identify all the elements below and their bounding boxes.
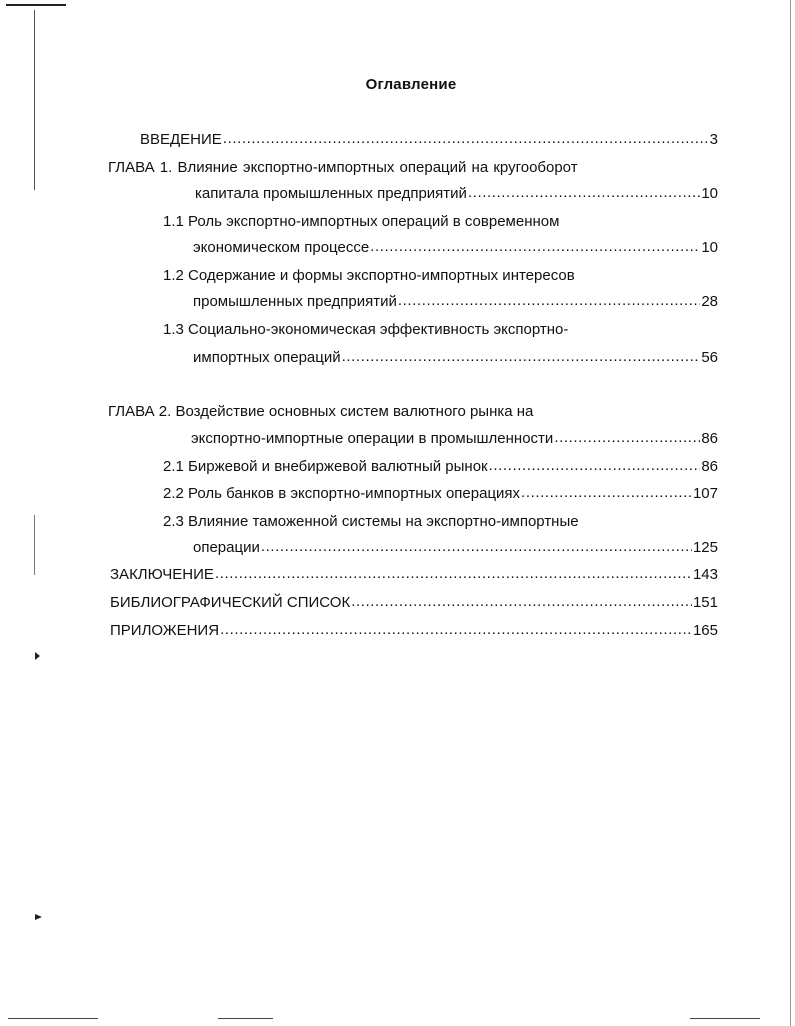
toc-label: 2.1 Биржевой и внебиржевой валютный рынок bbox=[163, 458, 488, 475]
toc-page-number: 86 bbox=[701, 430, 718, 447]
toc-entry-introduction bbox=[140, 131, 718, 151]
scan-edge-right bbox=[790, 0, 791, 1026]
toc-label: ПРИЛОЖЕНИЯ bbox=[110, 622, 220, 639]
toc-leader bbox=[351, 593, 692, 610]
toc-page-number: 143 bbox=[692, 566, 718, 583]
scan-mark-left-bottom bbox=[35, 914, 42, 920]
toc-label: экономическом процессе bbox=[193, 239, 370, 256]
toc-entry-section-2-1 bbox=[163, 458, 718, 478]
toc-section-1-2-line1: 1.2 Содержание и формы экспортно-импортных интересов bbox=[163, 267, 575, 284]
toc-chapter-1-heading: ГЛАВА 1. Влияние экспортно-импортных операций на кругооборот bbox=[108, 159, 578, 176]
toc-page-number: 151 bbox=[692, 594, 718, 611]
toc-entry-conclusion bbox=[110, 566, 718, 586]
toc-leader bbox=[342, 348, 701, 365]
scan-edge-bottom-mid bbox=[218, 1018, 273, 1019]
toc-page-number: 56 bbox=[701, 349, 718, 366]
toc-leader bbox=[370, 238, 700, 255]
toc-leader bbox=[468, 184, 700, 201]
toc-entry-section-1-3 bbox=[193, 349, 718, 369]
toc-section-1-1-line1: 1.1 Роль экспортно-импортных операций в современном bbox=[163, 213, 560, 230]
scan-edge-left bbox=[34, 10, 35, 190]
toc-entry-section-2-3 bbox=[193, 539, 718, 559]
scan-edge-bottom-right bbox=[690, 1018, 760, 1019]
toc-entry-section-1-1 bbox=[193, 239, 718, 259]
toc-leader bbox=[554, 429, 700, 446]
toc-label: промышленных предприятий bbox=[193, 293, 397, 310]
scan-mark-left bbox=[35, 652, 40, 660]
toc-label: 2.2 Роль банков в экспортно-импортных операциях bbox=[163, 485, 521, 502]
toc-page-number: 3 bbox=[709, 131, 718, 148]
toc-section-1-3-line1: 1.3 Социально-экономическая эффективность экспортно- bbox=[163, 321, 569, 338]
toc-page-number: 86 bbox=[701, 458, 718, 475]
toc-section-2-3-line1: 2.3 Влияние таможенной системы на экспортно-импортные bbox=[163, 513, 579, 530]
toc-leader bbox=[261, 538, 692, 555]
scan-edge-top-left bbox=[6, 4, 66, 6]
toc-leader bbox=[521, 484, 692, 501]
toc-label: ЗАКЛЮЧЕНИЕ bbox=[110, 566, 214, 583]
toc-page-number: 10 bbox=[701, 185, 718, 202]
scan-edge-bottom bbox=[8, 1018, 98, 1019]
toc-entry-appendix bbox=[110, 622, 718, 642]
toc-page-number: 28 bbox=[701, 293, 718, 310]
toc-page-number: 165 bbox=[692, 622, 718, 639]
toc-label: ВВЕДЕНИЕ bbox=[140, 131, 222, 148]
toc-label: капитала промышленных предприятий bbox=[195, 185, 467, 202]
toc-label: импортных операций bbox=[193, 349, 341, 366]
toc-page-number: 125 bbox=[692, 539, 718, 556]
toc-entry-chapter-2 bbox=[191, 430, 718, 450]
toc-label: экспортно-импортные операции в промышленности bbox=[191, 430, 554, 447]
page-title: Оглавление bbox=[365, 76, 457, 93]
toc-label: БИБЛИОГРАФИЧЕСКИЙ СПИСОК bbox=[110, 594, 351, 611]
toc-page-number: 10 bbox=[701, 239, 718, 256]
toc-leader bbox=[223, 130, 709, 147]
scan-edge-left-lower bbox=[34, 515, 35, 575]
toc-page-number: 107 bbox=[692, 485, 718, 502]
toc-leader bbox=[215, 565, 692, 582]
toc-entry-chapter-1 bbox=[195, 185, 718, 205]
toc-entry-bibliography bbox=[110, 594, 718, 614]
toc-entry-section-1-2 bbox=[193, 293, 718, 313]
toc-chapter-2-heading: ГЛАВА 2. Воздействие основных систем валютного рынка на bbox=[108, 403, 534, 420]
toc-label: операции bbox=[193, 539, 260, 556]
toc-leader bbox=[489, 457, 701, 474]
toc-leader bbox=[220, 621, 692, 638]
toc-leader bbox=[398, 292, 700, 309]
toc-entry-section-2-2 bbox=[163, 485, 718, 505]
